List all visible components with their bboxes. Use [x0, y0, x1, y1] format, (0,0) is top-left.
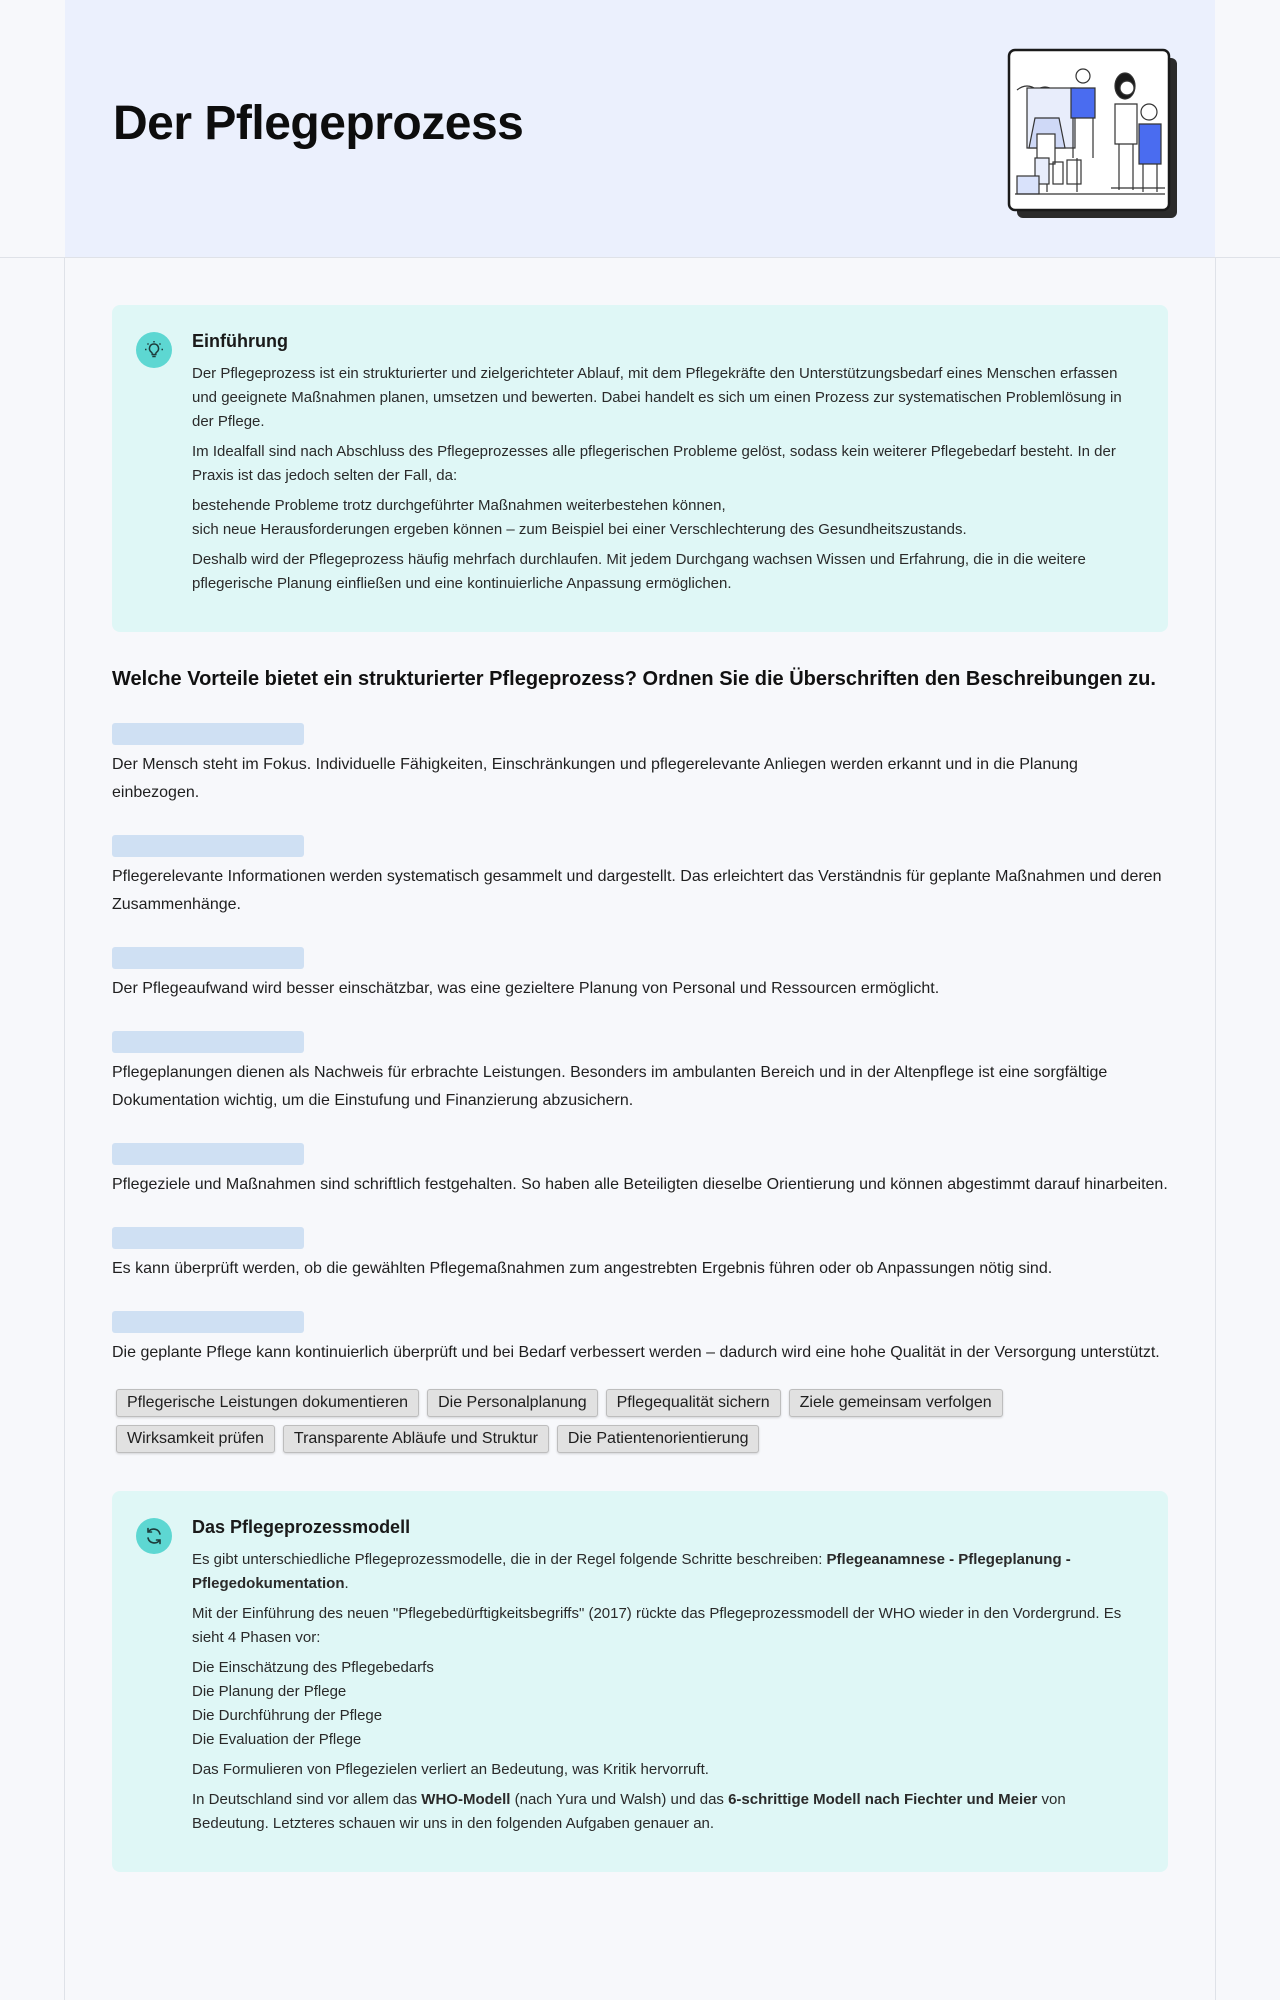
model-paragraph-2: Mit der Einführung des neuen "Pflegebedürftigkeitsbegriffs" (2017) rückte das Pflegeprozessmodell der WHO wieder in den Vordergrund. Es sieht 4 Phasen vor: [192, 1605, 1122, 1646]
intro-paragraph-2: Im Idealfall sind nach Abschluss des Pflegeprozesses alle pflegerischen Probleme gelöst, sodass kein weiterer Pflegebedarf besteht. In der Praxis ist das jedoch selten der Fall, da: [192, 443, 1116, 484]
intro-paragraph-1: Der Pflegeprozess ist ein strukturierter und zielgerichteter Ablauf, mit dem Pflegekräfte den Unterstützungsbedarf eines Menschen erfassen und geeignete Maßnahmen planen, umsetzen und bewerten. Dabei handelt es sich um einen Prozess zur systematischen Problemlösung in der Pflege. [192, 365, 1122, 430]
task-description: Der Mensch steht im Fokus. Individuelle Fähigkeiten, Einschränkungen und pflegerelevante Anliegen werden erkannt und in die Planung einbezogen. [112, 756, 1078, 801]
heading-dropzone[interactable] [112, 1031, 304, 1053]
left-rail [64, 0, 65, 2000]
list-item: Die Durchführung der Pflege [192, 1707, 383, 1724]
heading-chip-pool [116, 1389, 1116, 1453]
page-title: Der Pflegeprozess [113, 97, 524, 150]
task-question: Welche Vorteile bietet ein strukturierter Pflegeprozess? Ordnen Sie die Überschriften den Beschreibungen zu. [112, 668, 1156, 690]
list-item: Die Einschätzung des Pflegebedarfs [192, 1659, 434, 1676]
intro-heading: Einführung [192, 331, 288, 351]
draggable-heading-chip[interactable]: Die Patientenorientierung [557, 1425, 760, 1453]
heading-dropzone[interactable] [112, 1143, 304, 1165]
task-item [112, 723, 1168, 807]
model-heading: Das Pflegeprozessmodell [192, 1517, 411, 1537]
task-description: Pflegerelevante Informationen werden systematisch gesammelt und dargestellt. Das erleichtert das Verständnis für geplante Maßnahmen und deren Zusammenhänge. [112, 868, 1162, 913]
phase-list [192, 1656, 1140, 1752]
task-description: Pflegeziele und Maßnahmen sind schriftlich festgehalten. So haben alle Beteiligten dieselbe Orientierung und können abgestimmt darauf hinarbeiten. [112, 1176, 1168, 1193]
list-item: sich neue Herausforderungen ergeben können – zum Beispiel bei einer Verschlechterung des Gesundheitszustands. [192, 521, 967, 538]
heading-dropzone[interactable] [112, 947, 304, 969]
bold-text: 6-schrittige Modell nach Fiechter und Meier [728, 1791, 1038, 1808]
list-item: Die Planung der Pflege [192, 1683, 347, 1700]
text-segment: (nach Yura und Walsh) und das [510, 1791, 729, 1808]
right-rail [1215, 0, 1216, 2000]
heading-dropzone[interactable] [112, 723, 304, 745]
main-content [112, 305, 1168, 1872]
intro-reason-list [192, 494, 1140, 542]
bold-text: Pflegeanamnese - Pflegeplanung - Pflegedokumentation [192, 1551, 1071, 1592]
task-description: Die geplante Pflege kann kontinuierlich überprüft und bei Bedarf verbessert werden – dadurch wird eine hohe Qualität in der Versorgung unterstützt. [112, 1344, 1160, 1361]
model-paragraph-3: Das Formulieren von Pflegezielen verliert an Bedeutung, was Kritik hervorruft. [192, 1761, 709, 1778]
list-item: Die Evaluation der Pflege [192, 1731, 362, 1748]
draggable-heading-chip[interactable]: Wirksamkeit prüfen [116, 1425, 275, 1453]
bold-text: WHO-Modell [421, 1791, 511, 1808]
header-banner [65, 0, 1215, 257]
model-infobox [112, 1491, 1168, 1872]
model-paragraph-1 [192, 1548, 1140, 1596]
task-item [112, 1031, 1168, 1115]
list-item: bestehende Probleme trotz durchgeführter Maßnahmen weiterbestehen können, [192, 497, 726, 514]
heading-dropzone[interactable] [112, 1227, 304, 1249]
intro-infobox [112, 305, 1168, 632]
lightbulb-icon [136, 332, 172, 368]
draggable-heading-chip[interactable]: Transparente Abläufe und Struktur [283, 1425, 549, 1453]
task-item [112, 947, 1168, 1003]
refresh-cycle-icon [136, 1518, 172, 1554]
task-item [112, 835, 1168, 919]
task-description: Der Pflegeaufwand wird besser einschätzbar, was eine gezieltere Planung von Personal und Ressourcen ermöglicht. [112, 980, 940, 997]
nursing-illustration-icon [1007, 48, 1177, 218]
task-description: Es kann überprüft werden, ob die gewählten Pflegemaßnahmen zum angestrebten Ergebnis führen oder ob Anpassungen nötig sind. [112, 1260, 1053, 1277]
draggable-heading-chip[interactable]: Pflegequalität sichern [606, 1389, 781, 1417]
heading-dropzone[interactable] [112, 1311, 304, 1333]
matching-task [112, 723, 1168, 1453]
model-paragraph-4 [192, 1788, 1140, 1836]
text-segment: In Deutschland sind vor allem das [192, 1791, 422, 1808]
heading-dropzone[interactable] [112, 835, 304, 857]
task-item [112, 1311, 1168, 1367]
task-description: Pflegeplanungen dienen als Nachweis für erbrachte Leistungen. Besonders im ambulanten Bereich und in der Altenpflege ist eine sorgfältige Dokumentation wichtig, um die Einstufung und Finanzierung abzusichern. [112, 1064, 1108, 1109]
draggable-heading-chip[interactable]: Die Personalplanung [427, 1389, 598, 1417]
text-segment: Es gibt unterschiedliche Pflegeprozessmodelle, die in der Regel folgende Schritte beschreiben: [192, 1551, 827, 1568]
task-item [112, 1143, 1168, 1199]
page-header [0, 0, 1280, 258]
text-segment: . [344, 1575, 349, 1592]
draggable-heading-chip[interactable]: Pflegerische Leistungen dokumentieren [116, 1389, 419, 1417]
draggable-heading-chip[interactable]: Ziele gemeinsam verfolgen [789, 1389, 1003, 1417]
task-item [112, 1227, 1168, 1283]
intro-paragraph-3: Deshalb wird der Pflegeprozess häufig mehrfach durchlaufen. Mit jedem Durchgang wachsen Wissen und Erfahrung, die in die weitere pflegerische Planung einfließen und eine kontinuierliche Anpassung ermöglichen. [192, 551, 1086, 592]
text-segment: von Bedeutung. Letzteres schauen wir uns in den folgenden Aufgaben genauer an. [192, 1791, 1066, 1832]
